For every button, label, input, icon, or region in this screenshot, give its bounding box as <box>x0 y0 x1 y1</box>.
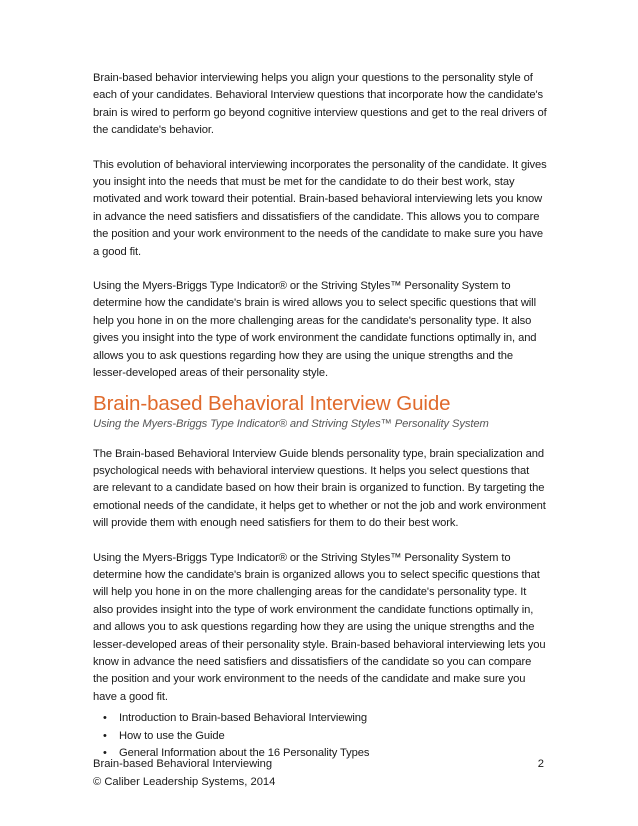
footer-doc-title: Brain-based Behavioral Interviewing <box>93 758 273 770</box>
section-subtitle: Using the Myers-Briggs Type Indicator® and Striving Styles™ Personality System <box>93 417 489 430</box>
intro-paragraph-2: This evolution of behavioral interviewing incorporates the personality of the candidate. It gives you insight into the needs that must be met for the candidate to do their best work, stay motivated and work toward their potential. Brain-based behavioral interviewing lets you know in advance the need satisfiers and dissatisfiers of the candidate. This allows you to compare the position and your work environment to the needs of the candidate to make sure you have a good fit. <box>93 158 547 258</box>
list-item-label: General Information about the 16 Personality Types <box>119 747 370 759</box>
page-footer <box>93 755 548 791</box>
intro-paragraph-3: Using the Myers-Briggs Type Indicator® or the Striving Styles™ Personality System to determine how the candidate's brain is wired allows you to select specific questions that will help you hone in on the more challenging areas for the candidate's personality type. It also gives you insight into the type of work environment the candidate functions optimally in, and allows you to ask questions regarding how they are using the unique strengths and the lesser-developed areas of their personality style. <box>93 280 537 380</box>
section-paragraph-2: Using the Myers-Briggs Type Indicator® or the Striving Styles™ Personality System to determine how the candidate's brain is organized allows you to select specific questions that will help you hone in on the more challenging areas for the candidate's personality type. It also provides insight into the type of work environment the candidate functions optimally in, and allows you to ask questions regarding how they are using the unique strengths and the lesser-developed areas of their personality style. Brain-based behavioral interviewing lets you know in advance the need satisfiers and dissatisfiers of the candidate so you can compare the position and your work environment to the needs of the candidate and make sure you have a good fit. <box>93 551 546 703</box>
bullet-icon: • <box>103 712 107 725</box>
footer-copyright: © Caliber Leadership Systems, 2014 <box>93 776 276 788</box>
section-title: Brain-based Behavioral Interview Guide <box>93 391 451 415</box>
list-item <box>103 710 548 727</box>
page-number: 2 <box>537 758 544 770</box>
intro-paragraph-1: Brain-based behavior interviewing helps you align your questions to the personality style of each of your candidates. Behavioral Interview questions that incorporate how the candidate's brain is wired to perform go beyond cognitive interview questions and get to the real drivers of the candidate's behavior. <box>93 72 547 137</box>
page-content <box>93 70 548 762</box>
list-item <box>103 728 548 745</box>
section-paragraph-1: The Brain-based Behavioral Interview Guide blends personality type, brain specialization and psychological needs with behavioral interview questions. It helps you select questions that are relevant to a candidate based on how their brain is organized to function. By targeting the emotional needs of the candidate, it helps get to whether or not the job and work environment will provide them with enough need satisfiers for them to do their best work. <box>93 447 546 530</box>
bullet-icon: • <box>103 747 107 759</box>
list-item-label: How to use the Guide <box>119 729 225 742</box>
list-item-label: Introduction to Brain-based Behavioral Interviewing <box>119 712 368 725</box>
bullet-icon: • <box>103 729 107 742</box>
